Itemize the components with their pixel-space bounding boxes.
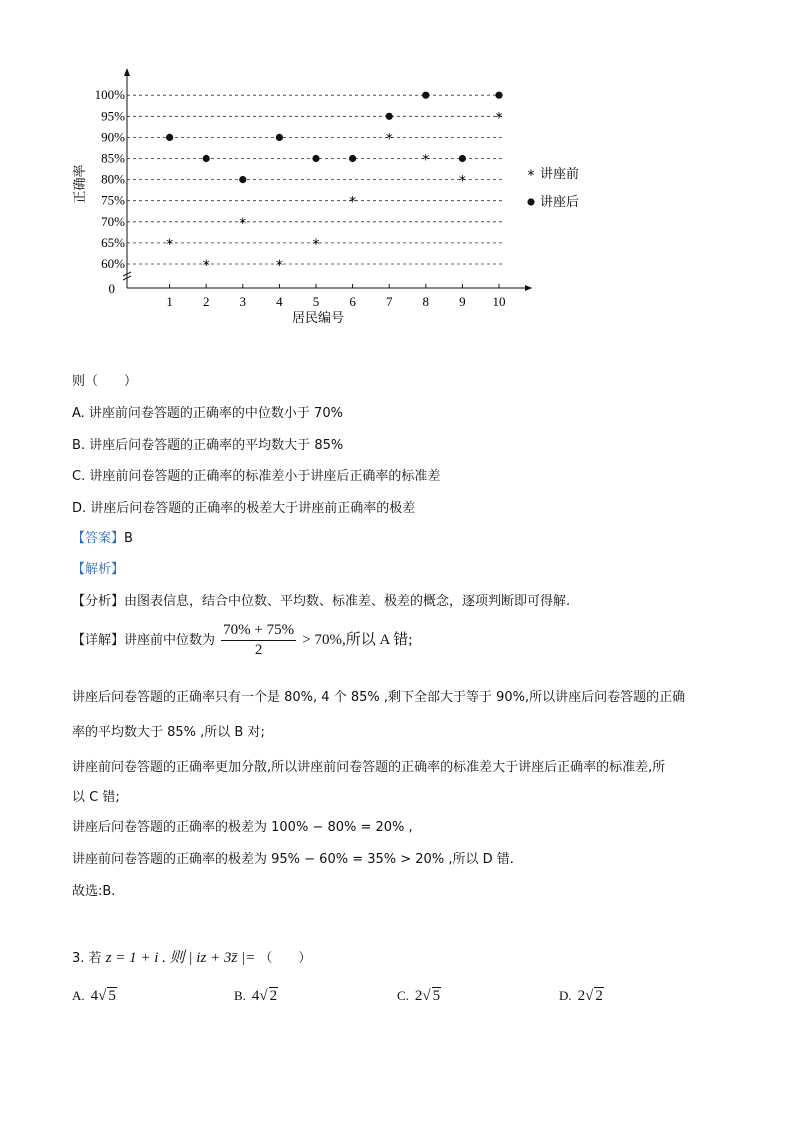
analysis-tag: 【解析】 bbox=[72, 562, 125, 577]
para5: 讲座前问卷答题的正确率的极差为 95% − 60% = 35% > 20% ,所以 D 错. bbox=[72, 852, 514, 867]
scatter-chart bbox=[70, 62, 630, 332]
fraction-denominator: 2 bbox=[254, 642, 263, 658]
q3-paren: （ ） bbox=[259, 951, 312, 966]
fraction-numerator: 70% + 75% bbox=[221, 622, 296, 641]
x-tick-label: 6 bbox=[349, 294, 356, 309]
xiangjie-post: > 70%,所以 A 错; bbox=[302, 632, 413, 648]
x-tick-label: 3 bbox=[239, 294, 247, 309]
chart-svg bbox=[70, 62, 630, 332]
point-before: * bbox=[312, 236, 320, 253]
para6: 故选:B. bbox=[72, 884, 116, 899]
y-tick-label: 95% bbox=[101, 108, 125, 124]
q3-option-b-coef: 4 bbox=[251, 988, 260, 1004]
x-tick-label: 5 bbox=[312, 294, 320, 309]
point-before: * bbox=[275, 258, 283, 274]
q3-option-c: C. 2√ 5 bbox=[397, 988, 441, 1004]
q3-option-d-label: D. bbox=[559, 988, 572, 1003]
option-a: A. 讲座前问卷答题的正确率的中位数小于 70% bbox=[72, 406, 343, 421]
q3-number: 3. 若 bbox=[72, 951, 102, 966]
para3-line1: 讲座前问卷答题的正确率更加分散,所以讲座前问卷答题的正确率的标准差大于讲座后正确率的标准差,所 bbox=[72, 760, 666, 775]
y-tick-label: 70% bbox=[101, 213, 125, 229]
y-tick-label: 65% bbox=[101, 234, 125, 250]
q3-option-c-rad: 5 bbox=[432, 988, 441, 1004]
q3-option-b: B. 4√ 2 bbox=[234, 988, 278, 1004]
answer-line bbox=[72, 527, 133, 546]
point-after bbox=[312, 155, 319, 162]
point-after bbox=[422, 92, 429, 99]
xiangjie-tag: 【详解】 bbox=[72, 633, 125, 648]
option-c: C. 讲座前问卷答题的正确率的标准差小于讲座后正确率的标准差 bbox=[72, 469, 441, 484]
y-tick-label: 100% bbox=[94, 87, 125, 103]
y-axis-title: 正确率 bbox=[73, 164, 88, 204]
point-before: * bbox=[202, 258, 210, 274]
median-fraction bbox=[221, 622, 296, 659]
xiangjie-line bbox=[72, 622, 412, 659]
legend-asterisk-icon: * bbox=[527, 168, 535, 184]
para2-line1: 讲座后问卷答题的正确率只有一个是 80%, 4 个 85% ,剩下全部大于等于 90%,所以讲座后问卷答题的正确 bbox=[72, 690, 686, 705]
point-after bbox=[386, 113, 393, 120]
y-tick-label: 80% bbox=[101, 171, 125, 187]
point-after bbox=[276, 134, 283, 141]
option-b: B. 讲座后问卷答题的正确率的平均数大于 85% bbox=[72, 438, 344, 453]
x-tick-label: 9 bbox=[459, 294, 466, 309]
question3-stem bbox=[72, 946, 311, 967]
xiangjie-pre: 讲座前中位数为 bbox=[124, 633, 216, 648]
q3-option-c-label: C. bbox=[397, 988, 409, 1003]
y-tick-label: 85% bbox=[101, 150, 125, 166]
point-before: * bbox=[495, 110, 503, 127]
q3-option-a-label: A. bbox=[72, 988, 85, 1003]
legend-dot-icon bbox=[527, 198, 534, 205]
q3-option-b-rad: 2 bbox=[269, 988, 278, 1004]
x-tick-label: 4 bbox=[276, 294, 283, 309]
point-before: * bbox=[239, 215, 247, 232]
point-before: * bbox=[385, 131, 393, 148]
q3-option-d-rad: 2 bbox=[595, 988, 603, 1004]
x-tick-label: 8 bbox=[422, 294, 430, 309]
point-before: * bbox=[422, 152, 430, 169]
x-tick-label: 7 bbox=[385, 294, 393, 309]
point-after bbox=[349, 155, 356, 162]
q3-option-d: D. 2√ 2 bbox=[559, 988, 603, 1004]
point-before: * bbox=[166, 236, 174, 253]
q3-option-b-label: B. bbox=[234, 988, 246, 1003]
q3-option-c-coef: 2 bbox=[414, 988, 423, 1004]
y-tick-label: 75% bbox=[101, 192, 125, 208]
point-after bbox=[239, 176, 246, 183]
para3-line2: 以 C 错; bbox=[72, 790, 120, 805]
legend-label: 讲座后 bbox=[540, 195, 580, 210]
x-tick-label: 1 bbox=[166, 294, 173, 309]
point-after bbox=[459, 155, 466, 162]
point-after bbox=[203, 155, 210, 162]
x-tick-label: 10 bbox=[492, 294, 506, 309]
point-before: * bbox=[458, 173, 466, 190]
q3-option-a-rad: 5 bbox=[108, 988, 116, 1004]
question-stem: 则（ ） bbox=[72, 374, 138, 389]
q3-option-a: A. 4√ 5 bbox=[72, 988, 116, 1004]
fenxi-text: 由图表信息，结合中位数、平均数、标准差、极差的概念，逐项判断即可得解. bbox=[124, 594, 571, 609]
option-d: D. 讲座后问卷答题的正确率的极差大于讲座前正确率的极差 bbox=[72, 501, 416, 516]
y-tick-label: 90% bbox=[101, 129, 125, 145]
q3-option-d-coef: 2 bbox=[577, 988, 586, 1004]
fenxi-line bbox=[72, 590, 570, 609]
answer-value: B bbox=[124, 531, 133, 546]
legend-label: 讲座前 bbox=[540, 167, 580, 182]
para4: 讲座后问卷答题的正确率的极差为 100% − 80% = 20% , bbox=[72, 820, 413, 835]
y-axis-arrow bbox=[124, 68, 130, 76]
x-axis-title: 居民编号 bbox=[291, 311, 345, 326]
analysis-heading bbox=[72, 558, 124, 577]
para2-line2: 率的平均数大于 85% ,所以 B 对; bbox=[72, 725, 265, 740]
answer-tag: 【答案】 bbox=[72, 531, 125, 546]
q3-expression: z = 1 + i . 则 | iz + 3z̄ |= bbox=[105, 950, 256, 966]
x-axis-arrow bbox=[525, 285, 532, 291]
fenxi-tag: 【分析】 bbox=[72, 594, 125, 609]
y-tick-label: 0 bbox=[108, 281, 115, 296]
x-tick-label: 2 bbox=[202, 294, 210, 309]
y-tick-label: 60% bbox=[101, 256, 125, 271]
point-after bbox=[166, 134, 173, 141]
q3-option-a-coef: 4 bbox=[90, 988, 99, 1004]
point-before: * bbox=[349, 194, 357, 211]
point-after bbox=[495, 92, 502, 99]
